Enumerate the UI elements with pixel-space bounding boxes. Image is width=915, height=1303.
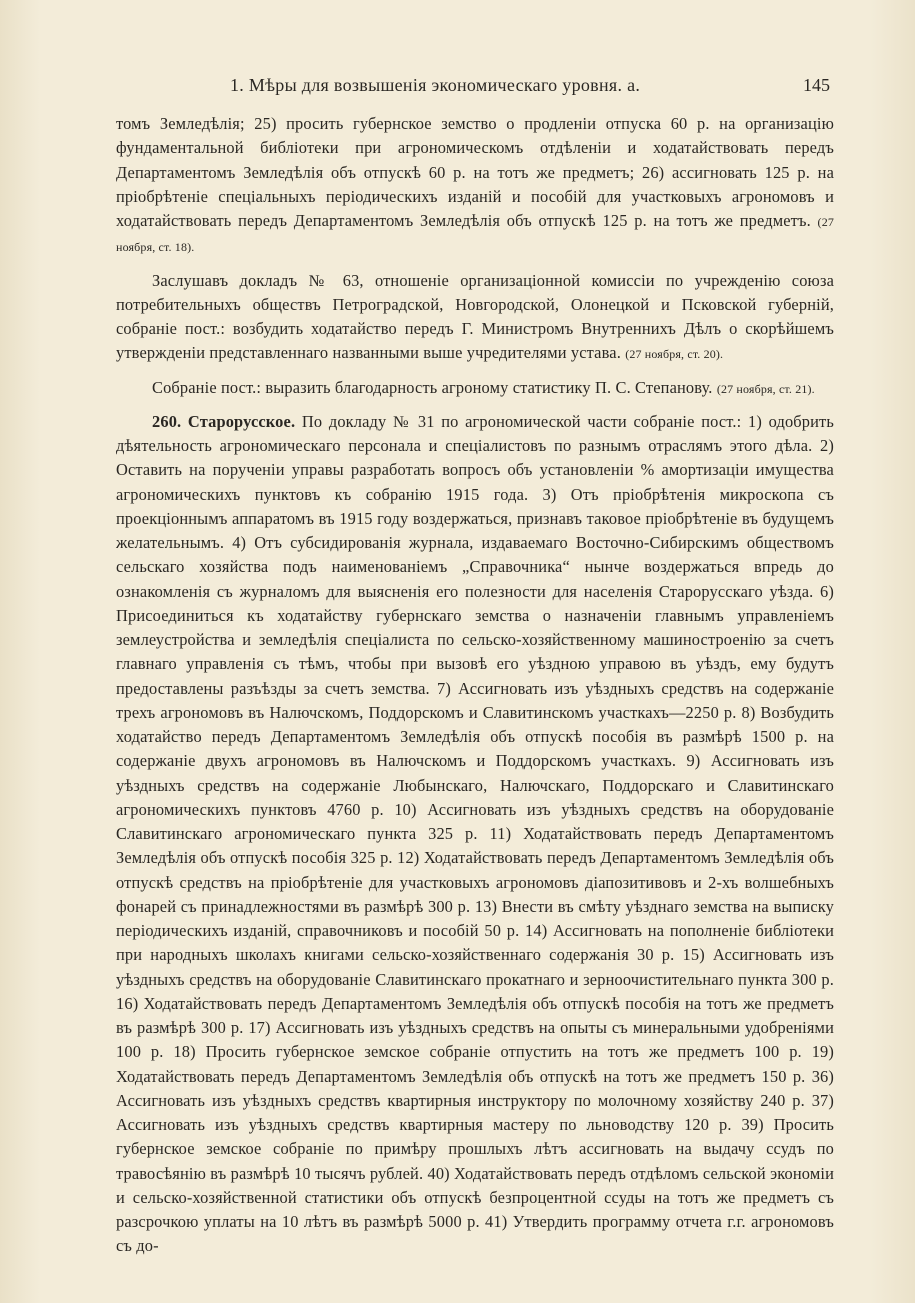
- body-text: [116, 112, 834, 1259]
- paragraph-text: По докладу № 31 по агрономической части собраніе пост.: 1) одобрить дѣятельность агрономическаго персонала и спеціалистовъ по разнымъ отраслямъ этого дѣла. 2) Оставить на порученіи управы разработать вопросъ объ установленіи % амортизаціи имущества агрономическихъ пунктовъ къ собранію 1915 года. 3) Отъ пріобрѣтенія микроскопа съ проекціоннымъ аппаратомъ въ 1915 году воздержаться, признавъ таковое пріобрѣтеніе въ будущемъ желательнымъ. 4) Отъ субсидированія журнала, издаваемаго Восточно-Сибирскимъ обществомъ сельскаго хозяйства подъ наименованіемъ „Справочника“ нынче воздержаться впредь до ознакомленія съ журналомъ для выясненія его полезности для населенія Старорусскаго уѣзда. 6) Присоединиться къ ходатайству губернскаго земства о назначеніи главнымъ управленіемъ землеустройства и земледѣлія спеціалиста по сельско-хозяйственному машиностроенію за счетъ главнаго управленія съ тѣмъ, чтобы при вызовѣ его уѣздною управою въ уѣздъ, ему будутъ предоставлены разъѣзды за счетъ земства. 7) Ассигновать изъ уѣздныхъ средствъ на содержаніе трехъ агрономовъ въ Налючскомъ, Поддорскомъ и Славитинскомъ участкахъ—2250 р. 8) Возбудить ходатайство передъ Департаментомъ Земледѣлія объ отпускѣ пособія въ размѣрѣ 1500 р. на содержаніе двухъ агрономовъ въ Налючскомъ и Поддорскомъ участкахъ. 9) Ассигновать изъ уѣздныхъ средствъ на содержаніе Любынскаго, Налючскаго, Поддорскаго и Славитинскаго агрономическихъ пунктовъ 4760 р. 10) Ассигновать изъ уѣздныхъ средствъ на оборудованіе Славитинскаго агрономическаго пункта 325 р. 11) Ходатайствовать передъ Департаментомъ Земледѣлія объ отпускѣ пособія 325 р. 12) Ходатайствовать передъ Департаментомъ Земледѣлія объ отпускѣ средствъ на пріобрѣтеніе для участковыхъ агрономовъ діапозитивовъ и 2-хъ волшебныхъ фонарей съ принадлежностями въ размѣрѣ 300 р. 13) Внести въ смѣту уѣзднаго земства на выписку періодическихъ изданій, справочниковъ и пособій 50 р. 14) Ассигновать на пополненіе библіотеки при народныхъ школахъ книгами сельско-хозяйственнаго содержанія 30 р. 15) Ассигновать изъ уѣздныхъ средствъ на оборудованіе Славитинскаго прокатнаго и зерноочистительнаго пункта 300 р. 16) Ходатайствовать передъ Департаментомъ Земледѣлія объ отпускѣ пособія на тотъ же предметъ въ размѣрѣ 300 р. 17) Ассигновать изъ уѣздныхъ средствъ на опыты съ минеральными удобреніями 100 р. 18) Просить губернское земское собраніе отпустить на тотъ же предметъ 100 р. 19) Ходатайствовать передъ Департаментомъ Земледѣлія объ отпускѣ на тотъ же предметъ 150 р. 36) Ассигновать изъ уѣздныхъ средствъ квартирныя инструктору по молочному хозяйству 240 р. 37) Ассигновать изъ уѣздныхъ средствъ квартирныя мастеру по льноводству 120 р. 39) Просить губернское земское собраніе по примѣру прошлыхъ лѣтъ ассигновать на выдачу ссудъ по травосѣянію въ размѣрѣ 10 тысячъ рублей. 40) Ходатайствовать передъ отдѣломъ сельской экономіи и сельско-хозяйственной статистики объ отпускѣ безпроцентной ссуды на тотъ же предметъ съ разсрочкою уплаты на 10 лѣтъ въ размѣрѣ 5000 р. 41) Утвердить программу отчета г.г. агрономовъ съ до-: [116, 411, 834, 1256]
- paragraph-date-reference: (27 ноября, ст. 20).: [625, 347, 724, 362]
- section-heading: 260. Старорусское.: [152, 411, 296, 431]
- paragraph-text: Заслушавъ докладъ № 63, отношеніе организаціонной комиссіи по учрежденію союза потребительныхъ обществъ Петроградской, Новгородской, Олонецкой и Псковской губерній, собраніе пост.: возбудить ходатайство передъ Г. Министромъ Внутреннихъ Дѣлъ о скорѣйшемъ утвержденіи представленнаго названными выше учредителями устава.: [116, 270, 834, 363]
- running-title: 1. Мѣры для возвышенія экономическаго уровня. а.: [230, 75, 641, 95]
- paragraph-report-63: [116, 269, 834, 367]
- paragraph-gratitude: [116, 376, 834, 401]
- running-head: [120, 72, 830, 102]
- paragraph-continuation: [116, 112, 834, 260]
- paragraph-date-reference: (27 ноября, ст. 18).: [116, 215, 834, 255]
- paragraph-text: Собраніе пост.: выразить благодарность агроному статистику П. С. Степанову.: [152, 377, 713, 397]
- paragraph-date-reference: (27 ноября, ст. 21).: [716, 381, 815, 396]
- paragraph-section-260: [116, 410, 834, 1259]
- page-number: 145: [803, 75, 830, 95]
- paragraph-text: томъ Земледѣлія; 25) просить губернское земство о продленіи отпуска 60 р. на организацію фундаментальной библіотеки при агрономическомъ отдѣленіи и ходатайствовать передъ Департаментомъ Земледѣлія объ отпускѣ 60 р. на тотъ же предметъ; 26) ассигновать 125 р. на пріобрѣтеніе спеціальныхъ періодическихъ изданій и пособій для участковыхъ агрономовъ и ходатайствовать передъ Департаментомъ Земледѣлія объ отпускѣ 125 р. на тотъ же предметъ.: [116, 114, 834, 230]
